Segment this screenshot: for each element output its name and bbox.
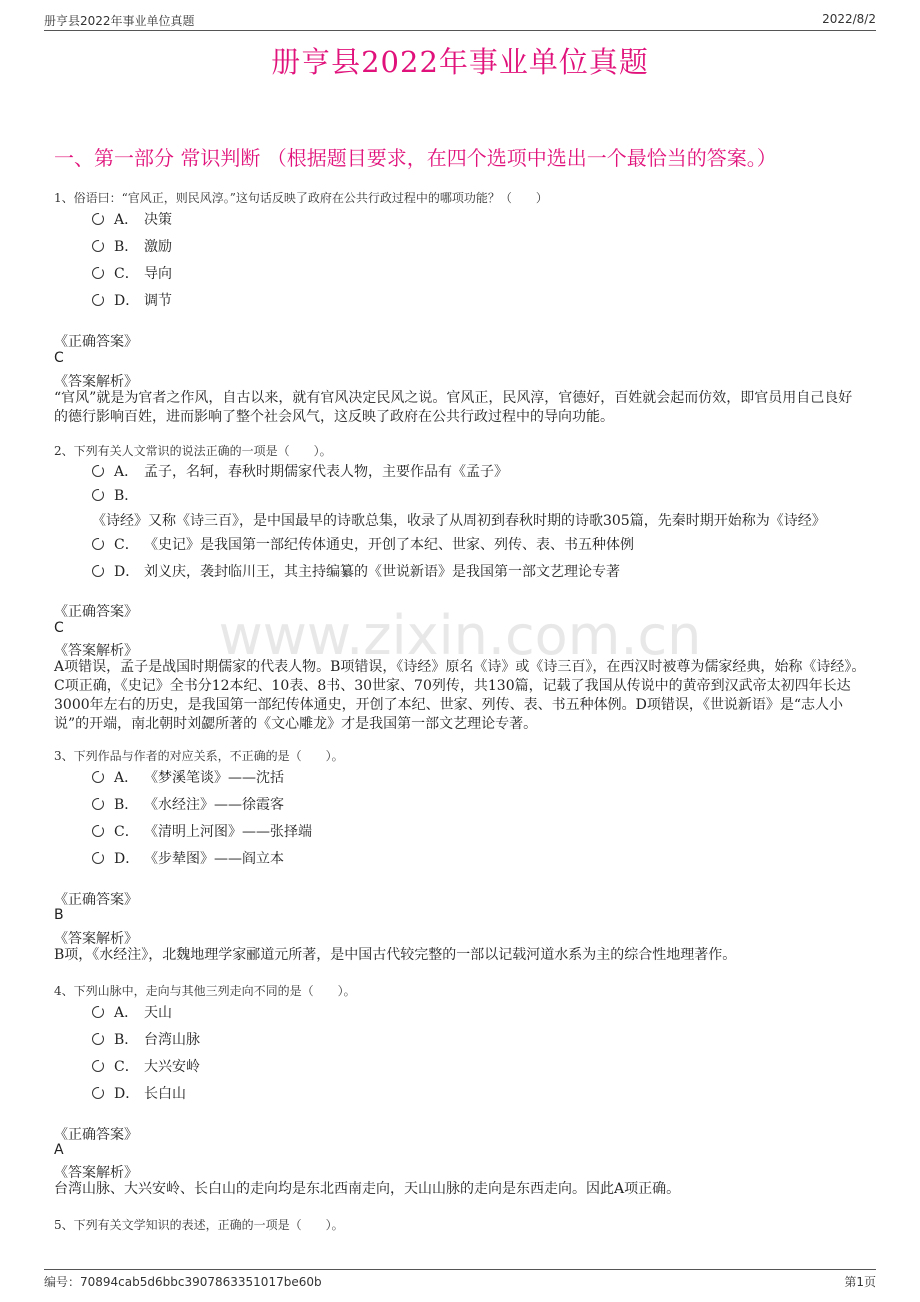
question-2-option-d[interactable]: D． 刘义庆，袭封临川王，其主持编纂的《世说新语》是我国第一部文艺理论专著 <box>92 561 620 581</box>
radio-icon[interactable] <box>92 1060 104 1072</box>
question-3-answer: B <box>54 907 64 923</box>
radio-icon[interactable] <box>92 267 104 279</box>
answer-label: 《正确答案》 <box>54 334 138 350</box>
radio-icon[interactable] <box>92 213 104 225</box>
answer-label: 《正确答案》 <box>54 604 138 620</box>
question-1-option-c[interactable]: C． 导向 <box>92 263 172 283</box>
answer-label: 《正确答案》 <box>54 1127 138 1143</box>
radio-icon[interactable] <box>92 489 104 501</box>
question-5-stem: 5、下列有关文学知识的表述，正确的一项是（ ）。 <box>54 1218 344 1232</box>
radio-icon[interactable] <box>92 240 104 252</box>
radio-icon[interactable] <box>92 538 104 550</box>
footer-doc-id: 编号：70894cab5d6bbc3907863351017be60b <box>44 1275 322 1289</box>
question-3-stem: 3、下列作品与作者的对应关系，不正确的是（ ）。 <box>54 749 344 763</box>
question-2-option-b[interactable]: B．《诗经》又称《诗三百》，是中国最早的诗歌总集，收录了从周初到春秋时期的诗歌305篇，先秦时期开始称为《诗经》 <box>92 488 826 529</box>
question-3-explanation: B项，《水经注》，北魏地理学家郦道元所著，是中国古代较完整的一部以记载河道水系为主的综合性地理著作。 <box>54 947 737 963</box>
question-3-option-b[interactable]: B． 《水经注》——徐霞客 <box>92 794 284 814</box>
radio-icon[interactable] <box>92 565 104 577</box>
question-4-explanation: 台湾山脉、大兴安岭、长白山的走向均是东北西南走向，天山山脉的走向是东西走向。因此A项正确。 <box>54 1181 681 1197</box>
explanation-label: 《答案解析》 <box>54 931 138 947</box>
question-1-stem: 1、俗语曰：“官风正，则民风淳。”这句话反映了政府在公共行政过程中的哪项功能？（ ） <box>54 191 548 205</box>
question-2-option-a[interactable]: A． 孟子，名轲，春秋时期儒家代表人物，主要作品有《孟子》 <box>92 461 508 481</box>
question-3-option-c[interactable]: C． 《清明上河图》——张择端 <box>92 821 312 841</box>
question-4-option-d[interactable]: D． 长白山 <box>92 1083 186 1103</box>
question-4-stem: 4、下列山脉中，走向与其他三列走向不同的是（ ）。 <box>54 984 356 998</box>
explanation-label: 《答案解析》 <box>54 643 138 659</box>
header-title: 册亨县2022年事业单位真题 <box>44 14 195 28</box>
radio-icon[interactable] <box>92 798 104 810</box>
watermark: www.zixin.com.cn <box>218 604 702 667</box>
header-date: 2022/8/2 <box>822 12 876 26</box>
question-3-option-d[interactable]: D． 《步辇图》——阎立本 <box>92 848 284 868</box>
explanation-label: 《答案解析》 <box>54 374 138 390</box>
radio-icon[interactable] <box>92 465 104 477</box>
footer-divider <box>44 1269 876 1270</box>
question-2-option-c[interactable]: C． 《史记》是我国第一部纪传体通史，开创了本纪、世家、列传、表、书五种体例 <box>92 534 634 554</box>
question-3-option-a[interactable]: A． 《梦溪笔谈》——沈括 <box>92 767 284 787</box>
question-4-answer: A <box>54 1142 64 1158</box>
question-4-option-b[interactable]: B． 台湾山脉 <box>92 1029 200 1049</box>
question-2-answer: C <box>54 620 64 636</box>
question-2-explanation: A项错误，孟子是战国时期儒家的代表人物。B项错误，《诗经》原名《诗》或《诗三百》，在西汉时被尊为儒家经典，始称《诗经》。C项正确，《史记》全书分12本纪、10表、8书、30世家、70列传，共130篇，记载了我国从传说中的黄帝到汉武帝太初四年长达3000年左右的历史，是我国第一部纪传体通史，开创了本纪、世家、列传、表、书五种体例。D项错误，《世说新语》是“志人小说”的开端，南北朝时刘勰所著的《文心雕龙》才是我国第一部文艺理论专著。 <box>54 659 866 732</box>
radio-icon[interactable] <box>92 852 104 864</box>
question-1-explanation: “官风”就是为官者之作风，自古以来，就有官风决定民风之说。官风正，民风淳，官德好，百姓就会起而仿效，即官员用自己良好的德行影响百姓，进而影响了整个社会风气，这反映了政府在公共行政过程中的导向功能。 <box>54 390 853 425</box>
radio-icon[interactable] <box>92 1033 104 1045</box>
radio-icon[interactable] <box>92 1087 104 1099</box>
question-2-stem: 2、下列有关人文常识的说法正确的一项是（ ）。 <box>54 444 332 458</box>
radio-icon[interactable] <box>92 825 104 837</box>
page-title: 册亨县2022年事业单位真题 <box>271 45 649 79</box>
question-1-option-b[interactable]: B． 激励 <box>92 236 172 256</box>
explanation-label: 《答案解析》 <box>54 1165 138 1181</box>
radio-icon[interactable] <box>92 771 104 783</box>
question-1-answer: C <box>54 350 64 366</box>
radio-icon[interactable] <box>92 1006 104 1018</box>
footer-page-number: 第1页 <box>844 1275 876 1289</box>
section-heading: 一、第一部分 常识判断 （根据题目要求，在四个选项中选出一个最恰当的答案。） <box>54 146 777 170</box>
question-4-option-c[interactable]: C． 大兴安岭 <box>92 1056 200 1076</box>
question-1-option-d[interactable]: D． 调节 <box>92 290 172 310</box>
answer-label: 《正确答案》 <box>54 892 138 908</box>
radio-icon[interactable] <box>92 294 104 306</box>
question-1-option-a[interactable]: A． 决策 <box>92 209 172 229</box>
header-divider <box>44 30 876 31</box>
question-4-option-a[interactable]: A． 天山 <box>92 1002 172 1022</box>
